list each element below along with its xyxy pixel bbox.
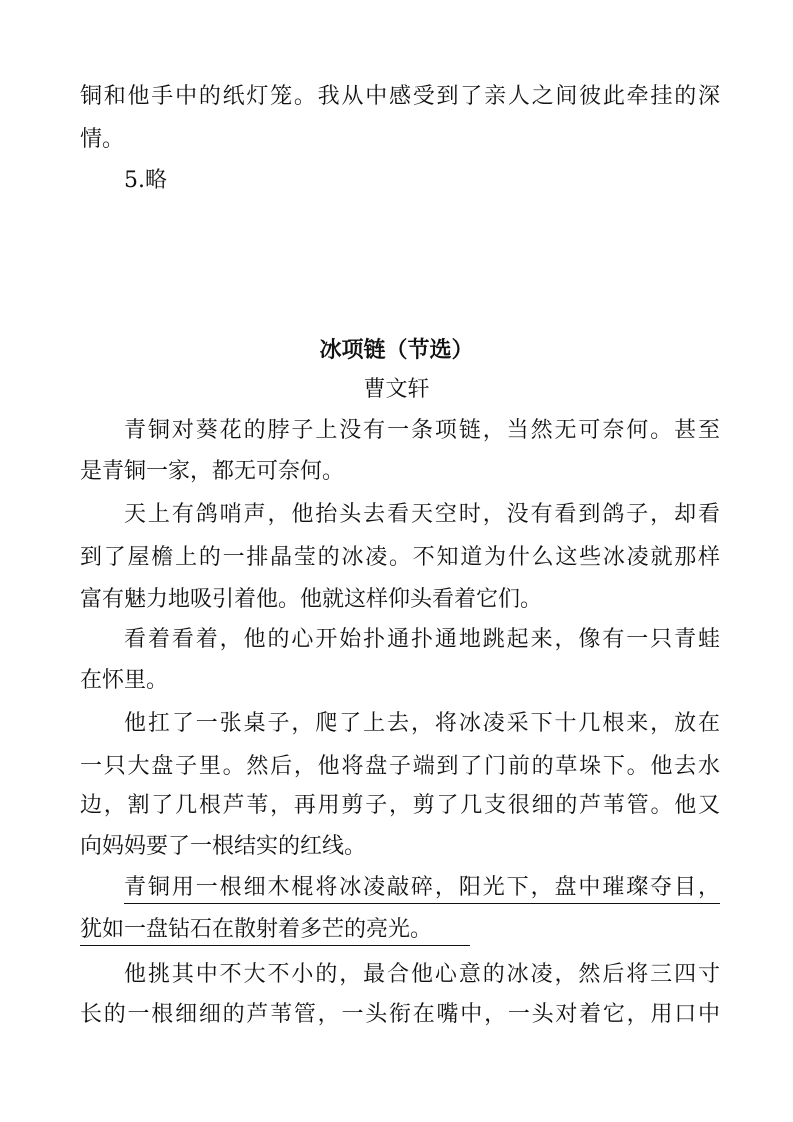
article-author: 曹文轩 (363, 377, 430, 402)
paragraph-line: 边，割了几根芦苇，再用剪子，剪了几支很细的芦苇管。他又 (80, 793, 720, 818)
answer-line: 情。 (80, 127, 125, 152)
paragraph-line: 在怀里。 (80, 668, 169, 693)
underlined-line: 青铜用一根细木棍将冰凌敲碎，阳光下，盘中璀璨夺目， (124, 875, 720, 904)
paragraph-line: 向妈妈要了一根结实的红线。 (80, 834, 367, 859)
paragraph-line: 富有魅力地吸引着他。他就这样仰头看着它们。 (80, 587, 543, 612)
underlined-line: 犹如一盘钻石在散射着多芒的亮光。 (80, 917, 470, 946)
answer-item-5: 5.略 (124, 168, 167, 193)
paragraph-line: 他挑其中不大不小的，最合他心意的冰凌，然后将三四寸 (124, 962, 720, 987)
paragraph-line: 他扛了一张桌子，爬了上去，将冰凌采下十几根来，放在 (124, 711, 720, 736)
article-title: 冰项链（节选） (319, 337, 474, 363)
answer-line: 铜和他手中的纸灯笼。我从中感受到了亲人之间彼此牵挂的深 (80, 84, 720, 109)
paragraph-line: 长的一根细细的芦苇管，一头衔在嘴中，一头对着它，用口中 (80, 1002, 720, 1027)
paragraph-line: 看着看着，他的心开始扑通扑通地跳起来，像有一只青蛙 (124, 627, 720, 652)
paragraph-line: 青铜对葵花的脖子上没有一条项链，当然无可奈何。甚至 (124, 418, 720, 443)
paragraph-line: 到了屋檐上的一排晶莹的冰凌。不知道为什么这些冰凌就那样 (80, 545, 720, 570)
paragraph-line: 一只大盘子里。然后，他将盘子端到了门前的草垛下。他去水 (80, 754, 720, 779)
paragraph-line: 天上有鸽哨声，他抬头去看天空时，没有看到鸽子，却看 (124, 502, 720, 527)
paragraph-line: 是青铜一家，都无可奈何。 (80, 459, 345, 484)
